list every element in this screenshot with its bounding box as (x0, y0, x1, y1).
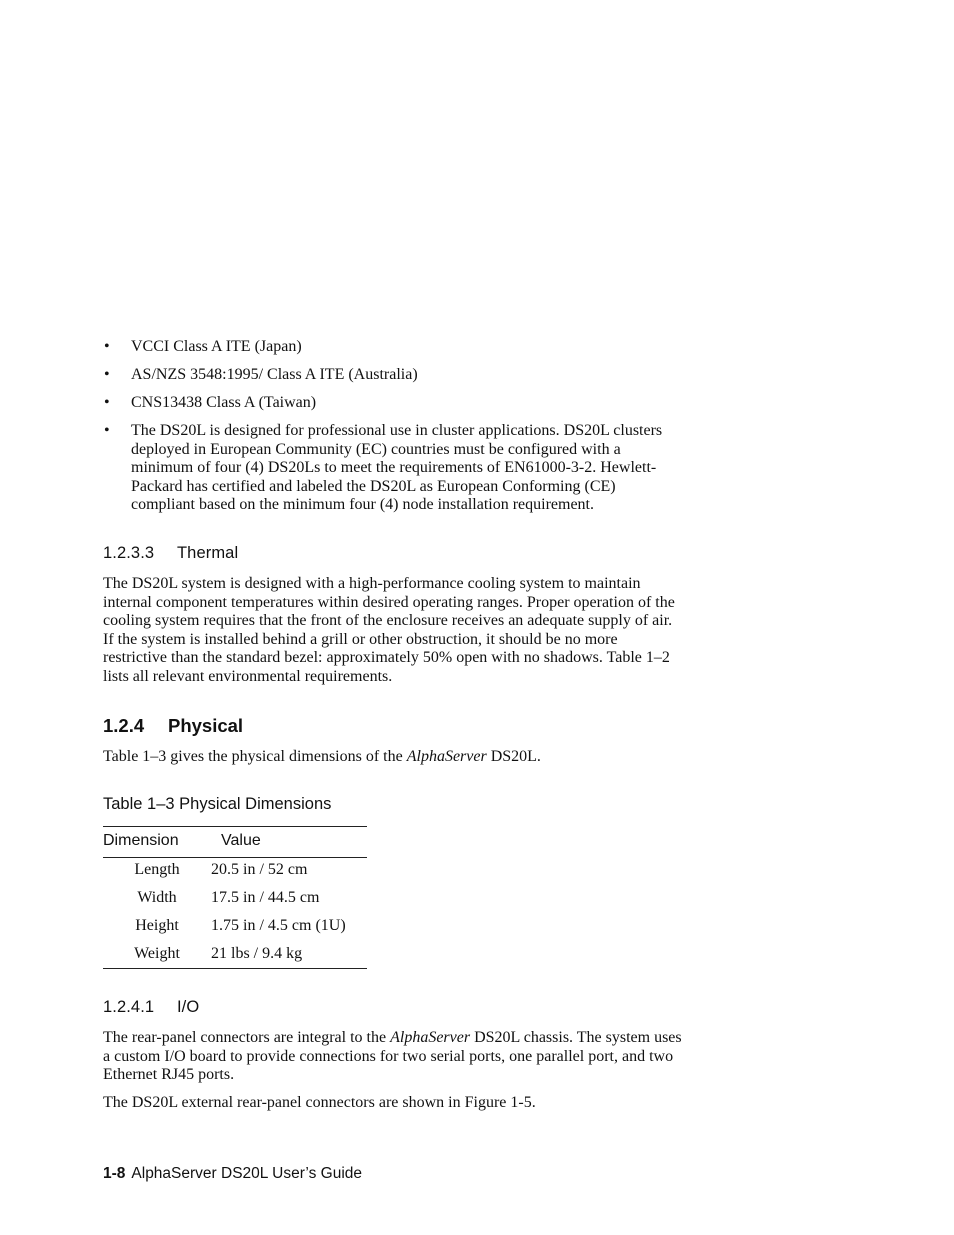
value-cell: 20.5 in / 52 cm (211, 860, 308, 878)
intro-text: Table 1–3 gives the physical dimensions of the (103, 748, 407, 765)
bullet-icon: • (104, 338, 110, 355)
physical-heading (103, 715, 243, 737)
list-item-text: The DS20L is designed for professional use in cluster applications. DS20L clusters deployed in European Community (EC) countries must be configured with a minimum of four (4) DS20Ls to meet the requirements of EN61000-3-2. Hewlett-Packard has certified and labeled the DS20L as European Conforming (CE) compliant based on the minimum four (4) node installation requirement. (131, 421, 663, 514)
table-caption: Table 1–3 Physical Dimensions (103, 795, 332, 813)
dimension-cell: Length (134, 860, 180, 878)
compliance-list (103, 338, 678, 524)
product-name: AlphaServer (406, 748, 487, 765)
page-number: 1-8 (103, 1165, 126, 1182)
bullet-icon: • (104, 393, 110, 411)
table-row (103, 914, 367, 942)
list-item-text: AS/NZS 3548:1995/ Class A ITE (Australia) (131, 365, 418, 383)
dimension-cell: Weight (103, 942, 211, 969)
section-number: 1.2.4.1 (103, 998, 155, 1016)
table-row (103, 886, 367, 914)
column-header-dimension: Dimension (103, 827, 211, 858)
section-number: 1.2.3.3 (103, 544, 155, 562)
io-text: The rear-panel connectors are integral to the (103, 1029, 391, 1046)
dimension-cell: Width (137, 888, 177, 906)
io-heading (103, 998, 199, 1017)
io-text-end: DS20L chassis. The system uses a custom I/O board to provide connections for two serial ports, one parallel port, and two Ethernet RJ45 ports. (103, 1029, 682, 1084)
bullet-icon: • (104, 421, 110, 439)
page-footer (103, 1165, 362, 1183)
value-cell: 1.75 in / 4.5 cm (1U) (211, 916, 346, 934)
physical-intro (103, 748, 683, 767)
section-title: Thermal (177, 544, 239, 562)
column-header-value: Value (211, 827, 367, 858)
thermal-heading (103, 544, 238, 563)
document-title: AlphaServer DS20L User’s Guide (131, 1165, 363, 1182)
table-row (103, 942, 367, 969)
product-name: AlphaServer (390, 1029, 471, 1046)
thermal-paragraph: The DS20L system is designed with a high-performance cooling system to maintain internal component temperatures within desired operating ranges. Proper operation of the cooling system requires that the front of the enclosure receives an adequate supply of air. If the system is installed behind a grill or other obstruction, it should be no more restrictive than the standard bezel: approximately 50% open with no shadows. Table 1–2 lists all relevant environmental requirements. (103, 575, 675, 685)
io-figure-reference: The DS20L external rear-panel connectors are shown in Figure 1-5. (103, 1094, 536, 1111)
table-row (103, 857, 367, 886)
bullet-icon: • (104, 365, 110, 383)
dimension-cell: Height (135, 916, 179, 934)
io-paragraph (103, 1029, 683, 1085)
value-cell: 21 lbs / 9.4 kg (211, 942, 367, 969)
list-item (103, 338, 678, 357)
intro-text-end: DS20L. (486, 748, 541, 765)
list-item (103, 366, 678, 385)
value-cell: 17.5 in / 44.5 cm (211, 888, 320, 906)
list-item-text: VCCI Class A ITE (Japan) (131, 338, 302, 355)
list-item (103, 422, 678, 515)
section-title: I/O (177, 998, 200, 1016)
section-number: 1.2.4 (103, 715, 145, 736)
dimensions-table (103, 826, 367, 969)
section-title: Physical (168, 715, 244, 736)
table-header-row (103, 827, 367, 858)
list-item (103, 394, 678, 413)
list-item-text: CNS13438 Class A (Taiwan) (131, 393, 317, 411)
